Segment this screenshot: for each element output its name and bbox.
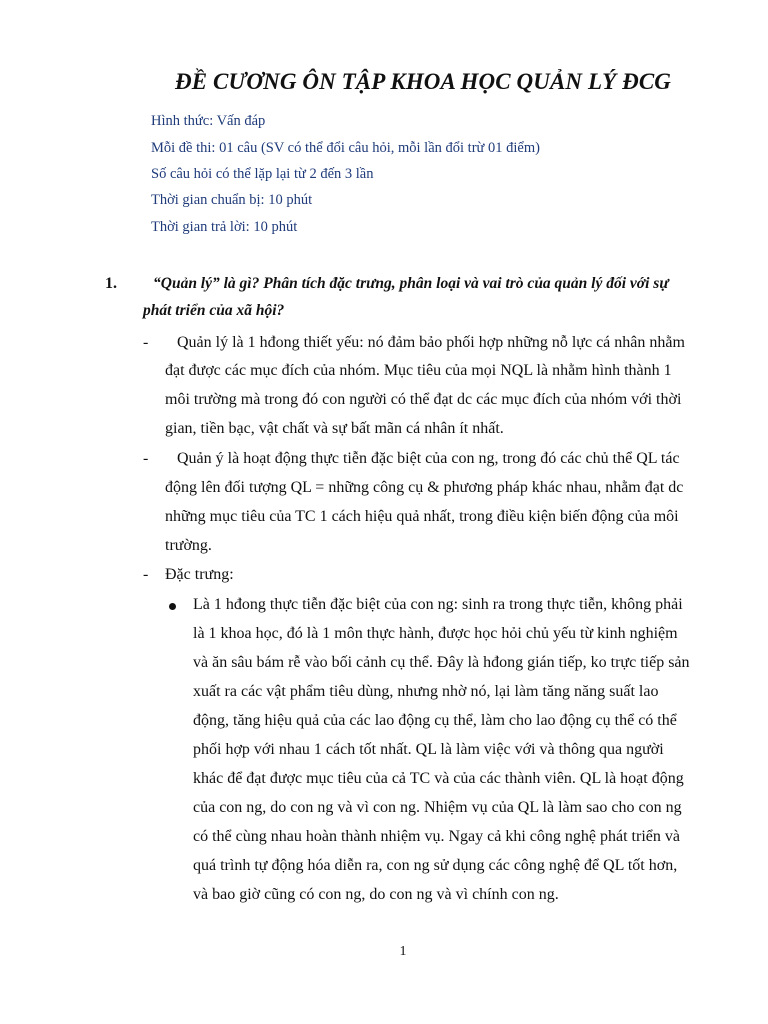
exam-question-count-line: Mỗi đề thi: 01 câu (SV có thể đổi câu hỏi, mỗi lần đổi trừ 01 điểm): [151, 140, 540, 156]
page-title: ĐỀ CƯƠNG ÔN TẬP KHOA HỌC QUẢN LÝ ĐCG: [175, 69, 671, 94]
paragraph-1-line: gian, tiền bạc, vật chất và sự bất mãn cá nhân ít nhất.: [165, 420, 504, 437]
bullet-1-line: và ăn sâu bám rễ vào bối cảnh cụ thể. Đây là hđong gián tiếp, ko trực tiếp sản: [193, 654, 690, 671]
paragraph-dash-marker: -: [143, 450, 149, 467]
question-text-line: “Quản lý” là gì? Phân tích đặc trưng, phân loại và vai trò của quản lý đối với sự: [153, 275, 669, 292]
bullet-1-line: phối hợp với nhau 1 cách tốt nhất. QL là làm việc với và thông qua người: [193, 741, 664, 758]
page-number: 1: [399, 944, 407, 959]
exam-answer-time-line: Thời gian trả lời: 10 phút: [151, 219, 298, 235]
exam-format-line: Hình thức: Vấn đáp: [151, 113, 266, 129]
paragraph-2-line: động lên đối tượng QL = những công cụ & phương pháp khác nhau, nhằm đạt dc: [165, 479, 684, 496]
exam-prep-time-line: Thời gian chuẩn bị: 10 phút: [151, 192, 313, 208]
paragraph-2-line: Quản ý là hoạt động thực tiễn đặc biệt của con ng, trong đó các chủ thể QL tác: [177, 450, 680, 467]
paragraph-dash-marker: -: [143, 334, 149, 351]
bullet-1-line: của con ng, do con ng và vì con ng. Nhiệm vụ của QL là làm sao cho con ng: [193, 799, 682, 816]
bullet-1-line: động, tăng hiệu quả của các lao động cụ thể, làm cho lao động cụ thể có thể: [193, 712, 677, 729]
bullet-1-line: quá trình tự động hóa diễn ra, con ng sử dụng các công nghệ để QL tốt hơn,: [193, 857, 678, 874]
characteristics-label: Đặc trưng:: [165, 566, 234, 583]
bullet-1-line: có thể cùng nhau hoàn thành nhiệm vụ. Ngay cả khi công nghệ phát triển và: [193, 828, 680, 845]
bullet-1-line: khác để đạt được mục tiêu của cả TC và của các thành viên. QL là hoạt động: [193, 770, 684, 787]
bullet-1-line: Là 1 hđong thực tiễn đặc biệt của con ng: sinh ra trong thực tiễn, không phải: [193, 596, 683, 613]
paragraph-1-line: đạt được các mục đích của nhóm. Mục tiêu của mọi NQL là nhằm hình thành 1: [165, 362, 672, 379]
bullet-1-line: là 1 khoa học, đó là 1 môn thực hành, được học hỏi chủ yếu từ kinh nghiệm: [193, 625, 678, 642]
paragraph-1-line: Quản lý là 1 hđong thiết yếu: nó đảm bảo phối hợp những nỗ lực cá nhân nhằm: [177, 334, 685, 351]
exam-repeat-line: Số câu hỏi có thể lặp lại từ 2 đến 3 lần: [151, 166, 374, 182]
paragraph-2-line: trường.: [165, 537, 212, 554]
bullet-dot-icon: [169, 603, 176, 610]
bullet-1-line: và bao giờ cũng có con ng, do con ng và vì chính con ng.: [193, 886, 559, 903]
paragraph-1-line: môi trường mà trong đó con người có thể đạt dc các mục đích của nhóm với thời: [165, 391, 682, 408]
question-number: 1.: [105, 275, 117, 292]
paragraph-2-line: những mục tiêu của TC 1 cách hiệu quả nhất, trong điều kiện biến động của môi: [165, 508, 679, 525]
bullet-1-line: xuất ra các vật phẩm tiêu dùng, nhưng nhờ nó, lại làm tăng năng suất lao: [193, 683, 659, 700]
question-text-line: phát triển của xã hội?: [143, 302, 285, 319]
paragraph-dash-marker: -: [143, 566, 149, 583]
